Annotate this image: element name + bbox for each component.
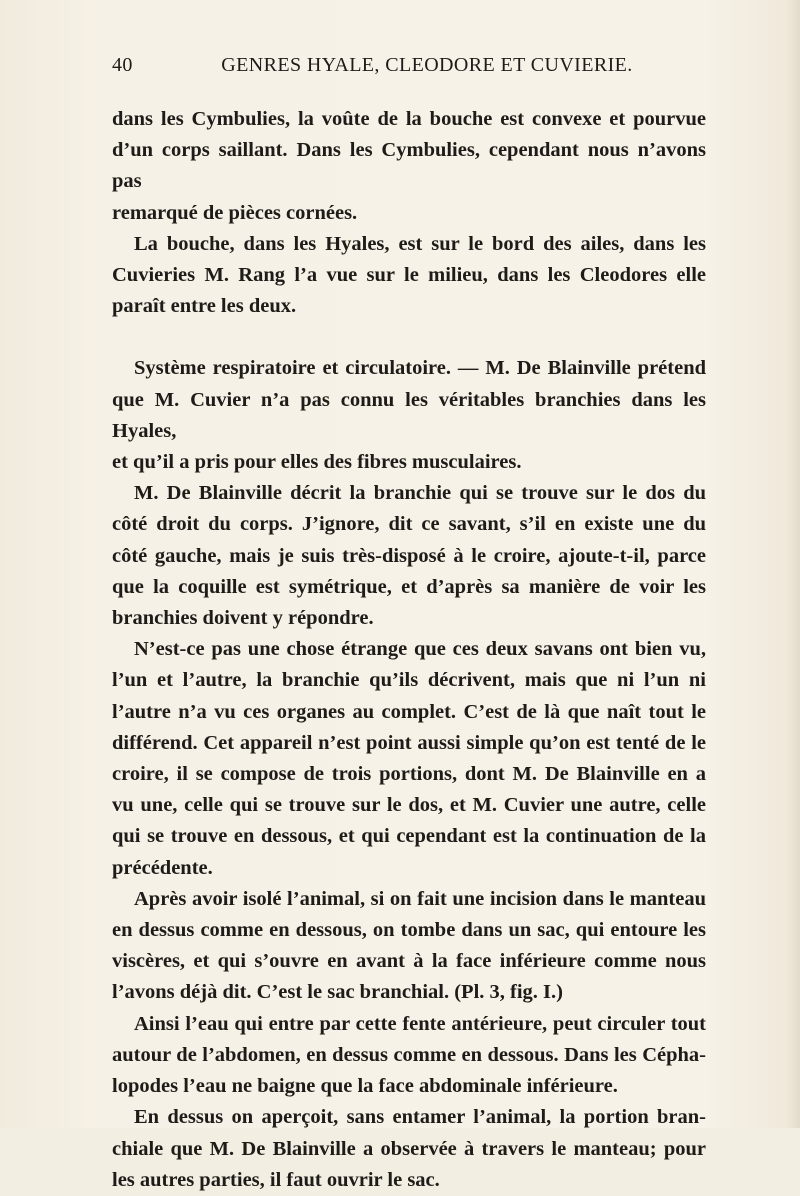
text-line: l’un et l’autre, la branchie qu’ils décrivent, mais que ni l’un ni xyxy=(112,669,706,692)
text-line: côté gauche, mais je suis très-disposé à le croire, ajoute-t-il, parce xyxy=(112,544,706,567)
text-line: Après avoir isolé l’animal, si on fait une incision dans le manteau xyxy=(134,887,706,910)
text-line: chiale que M. De Blainville a observée à travers le manteau; pour xyxy=(112,1137,706,1160)
text-line: branchies doivent y répondre. xyxy=(112,607,374,630)
running-title: GENRES HYALE, CLEODORE ET CUVIERIE. xyxy=(221,54,633,76)
text-line: remarqué de pièces cornées. xyxy=(112,201,358,224)
page-number: 40 xyxy=(112,54,133,76)
body-text xyxy=(112,104,706,1196)
text-line: qui se trouve en dessous, et qui cependant est la continuation de la xyxy=(112,825,706,848)
text-line: viscères, et qui s’ouvre en avant à la face inférieure comme nous xyxy=(112,950,706,973)
text-line: l’autre n’a vu ces organes au complet. C’est de là que naît tout le xyxy=(112,700,706,723)
text-line: N’est-ce pas une chose étrange que ces deux savans ont bien vu, xyxy=(134,638,706,661)
text-line: lopodes l’eau ne baigne que la face abdominale inférieure. xyxy=(112,1075,618,1098)
text-line: les autres parties, il faut ouvrir le sac. xyxy=(112,1168,440,1191)
page-edge-shadow xyxy=(786,0,800,1128)
text-line: en dessus comme en dessous, on tombe dans un sac, qui entoure les xyxy=(112,919,706,942)
text-line: M. De Blainville décrit la branchie qui se trouve sur le dos du xyxy=(134,482,706,505)
text-line: d’un corps saillant. Dans les Cymbulies, cependant nous n’avons pas xyxy=(112,139,706,193)
text-line: différend. Cet appareil n’est point aussi simple qu’on est tenté de le xyxy=(112,731,706,754)
text-line: l’avons déjà dit. C’est le sac branchial. (Pl. 3, fig. I.) xyxy=(112,981,563,1004)
text-line: et qu’il a pris pour elles des fibres musculaires. xyxy=(112,451,522,474)
text-line: Ainsi l’eau qui entre par cette fente antérieure, peut circuler tout xyxy=(134,1012,706,1035)
text-line: que la coquille est symétrique, et d’après sa manière de voir les xyxy=(112,575,706,598)
text-line: vu une, celle qui se trouve sur le dos, et M. Cuvier une autre, celle xyxy=(112,794,706,817)
text-line: côté droit du corps. J’ignore, dit ce savant, s’il en existe une du xyxy=(112,513,706,536)
text-line: dans les Cymbulies, la voûte de la bouche est convexe et pourvue xyxy=(112,108,706,130)
text-line: En dessus on aperçoit, sans entamer l’animal, la portion bran- xyxy=(134,1106,706,1129)
text-line: autour de l’abdomen, en dessus comme en dessous. Dans les Cépha- xyxy=(112,1043,706,1066)
text-line: croire, il se compose de trois portions, dont M. De Blainville en a xyxy=(112,763,706,786)
running-head xyxy=(112,54,702,84)
text-line: paraît entre les deux. xyxy=(112,295,297,318)
text-line: La bouche, dans les Hyales, est sur le bord des ailes, dans les xyxy=(134,232,706,255)
text-line: précédente. xyxy=(112,856,213,879)
section-heading-line: Système respiratoire et circulatoire. — M. De Blainville prétend xyxy=(134,357,706,380)
text-line: que M. Cuvier n’a pas connu les véritables branchies dans les Hyales, xyxy=(112,388,706,442)
section-gap xyxy=(112,322,706,353)
text-line: Cuvieries M. Rang l’a vue sur le milieu, dans les Cleodores elle xyxy=(112,264,706,287)
